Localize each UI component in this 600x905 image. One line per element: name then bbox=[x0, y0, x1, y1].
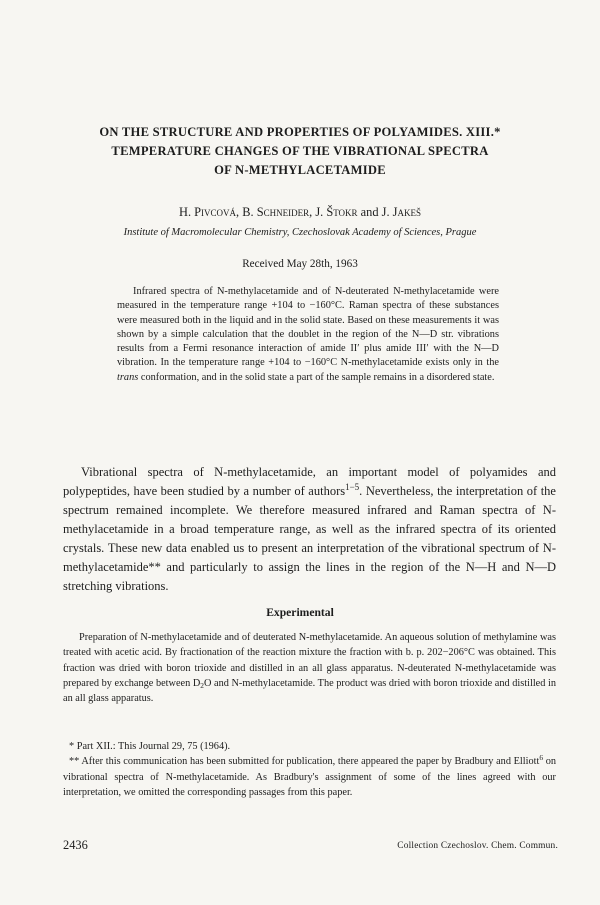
reference-superscript: 1−5 bbox=[345, 482, 360, 493]
author-2: B. Schneider bbox=[242, 205, 310, 219]
experimental-text-2: O and N-methylacetamide. The product was dried with boron trioxide and distilled in an all glass apparatus. bbox=[63, 677, 556, 705]
abstract-trans-term: trans bbox=[117, 371, 139, 383]
article-title-line-3: OF N-METHYLACETAMIDE bbox=[214, 163, 386, 177]
intro-text-1: Vibrational spectra of N-methylacetamide, an important model of polyamides and polypeptides, have been studied by a number of authors bbox=[63, 465, 556, 498]
abstract bbox=[117, 285, 499, 385]
experimental-paragraph bbox=[63, 630, 556, 706]
author-3: J. Štokr bbox=[315, 205, 358, 219]
footnote-2 bbox=[63, 754, 556, 800]
intro-text-2: . Nevertheless, the interpretation of the spectrum remained incomplete. We therefore measured infrared and Raman spectra of N-methylacetamide in a broad temperature range, as well as the infrared spectra of its oriented crystals. These new data enabled us to present an interpretation of the vibrational spectrum of N-methylacetamide** and particularly to assign the lines in the region of the N—H and N—D stretching vibrations. bbox=[63, 484, 556, 593]
author-separator: and bbox=[357, 205, 382, 219]
footnote-1: * Part XII.: This Journal 29, 75 (1964). bbox=[69, 741, 231, 752]
introduction-paragraph bbox=[63, 463, 556, 596]
author-4: J. Jakeš bbox=[381, 205, 421, 219]
experimental-text-1: Preparation of N-methylacetamide and of deuterated N-methylacetamide. An aqueous solution of methylamine was treated with acetic acid. By fractionation of the reaction mixture the fraction with b. p. 202−206°C was obtained. This fraction was dried with boron trioxide and distilled in an all glass apparatus. N-deuterated N-methylacetamide was prepared by exchange between D bbox=[63, 632, 556, 689]
page-number: 2436 bbox=[63, 838, 88, 852]
journal-name: Collection Czechoslov. Chem. Commun. bbox=[397, 841, 558, 851]
section-heading-experimental: Experimental bbox=[266, 606, 334, 619]
institute-affiliation: Institute of Macromolecular Chemistry, Czechoslovak Academy of Sciences, Prague bbox=[123, 227, 477, 238]
author-separator: , bbox=[309, 205, 316, 219]
footnote-2-reference: 6 bbox=[539, 753, 544, 763]
article-title-line-2: TEMPERATURE CHANGES OF THE VIBRATIONAL SPECTRA bbox=[111, 144, 489, 158]
article-title-line-1: ON THE STRUCTURE AND PROPERTIES OF POLYAMIDES. XIII.* bbox=[99, 125, 501, 139]
author-list bbox=[30, 205, 570, 220]
footnotes bbox=[63, 739, 556, 800]
abstract-text-2: conformation, and in the solid state a part of the sample remains in a disordered state. bbox=[138, 371, 495, 383]
author-1: H. Pivcová bbox=[179, 205, 237, 219]
author-separator: , bbox=[236, 205, 243, 219]
footnote-2-text-2: on vibrational spectra of N-methylacetamide. As Bradbury's assignment of some of the lines agreed with our interpretation, we omitted the corresponding passages from this paper. bbox=[63, 756, 557, 798]
footnote-2-text-1: ** After this communication has been submitted for publication, there appeared the paper by Bradbury and Elliott bbox=[69, 756, 540, 768]
abstract-text-1: Infrared spectra of N-methylacetamide and of N-deuterated N-methylacetamide were measured in the temperature range +104 to −160°C. Raman spectra of these substances were measured both in the liquid and in the solid state. Based on these measurements it was shown by a simple calculation that the doublet in the region of the N—D str. vibrations results from a Fermi resonance interaction of amide II′ plus amide III′ with the N—D vibration. In the temperature range +104 to −160°C N-methylacetamide exists only in the bbox=[117, 286, 499, 369]
subscript-2: 2 bbox=[200, 680, 204, 690]
received-date: Received May 28th, 1963 bbox=[242, 258, 358, 270]
